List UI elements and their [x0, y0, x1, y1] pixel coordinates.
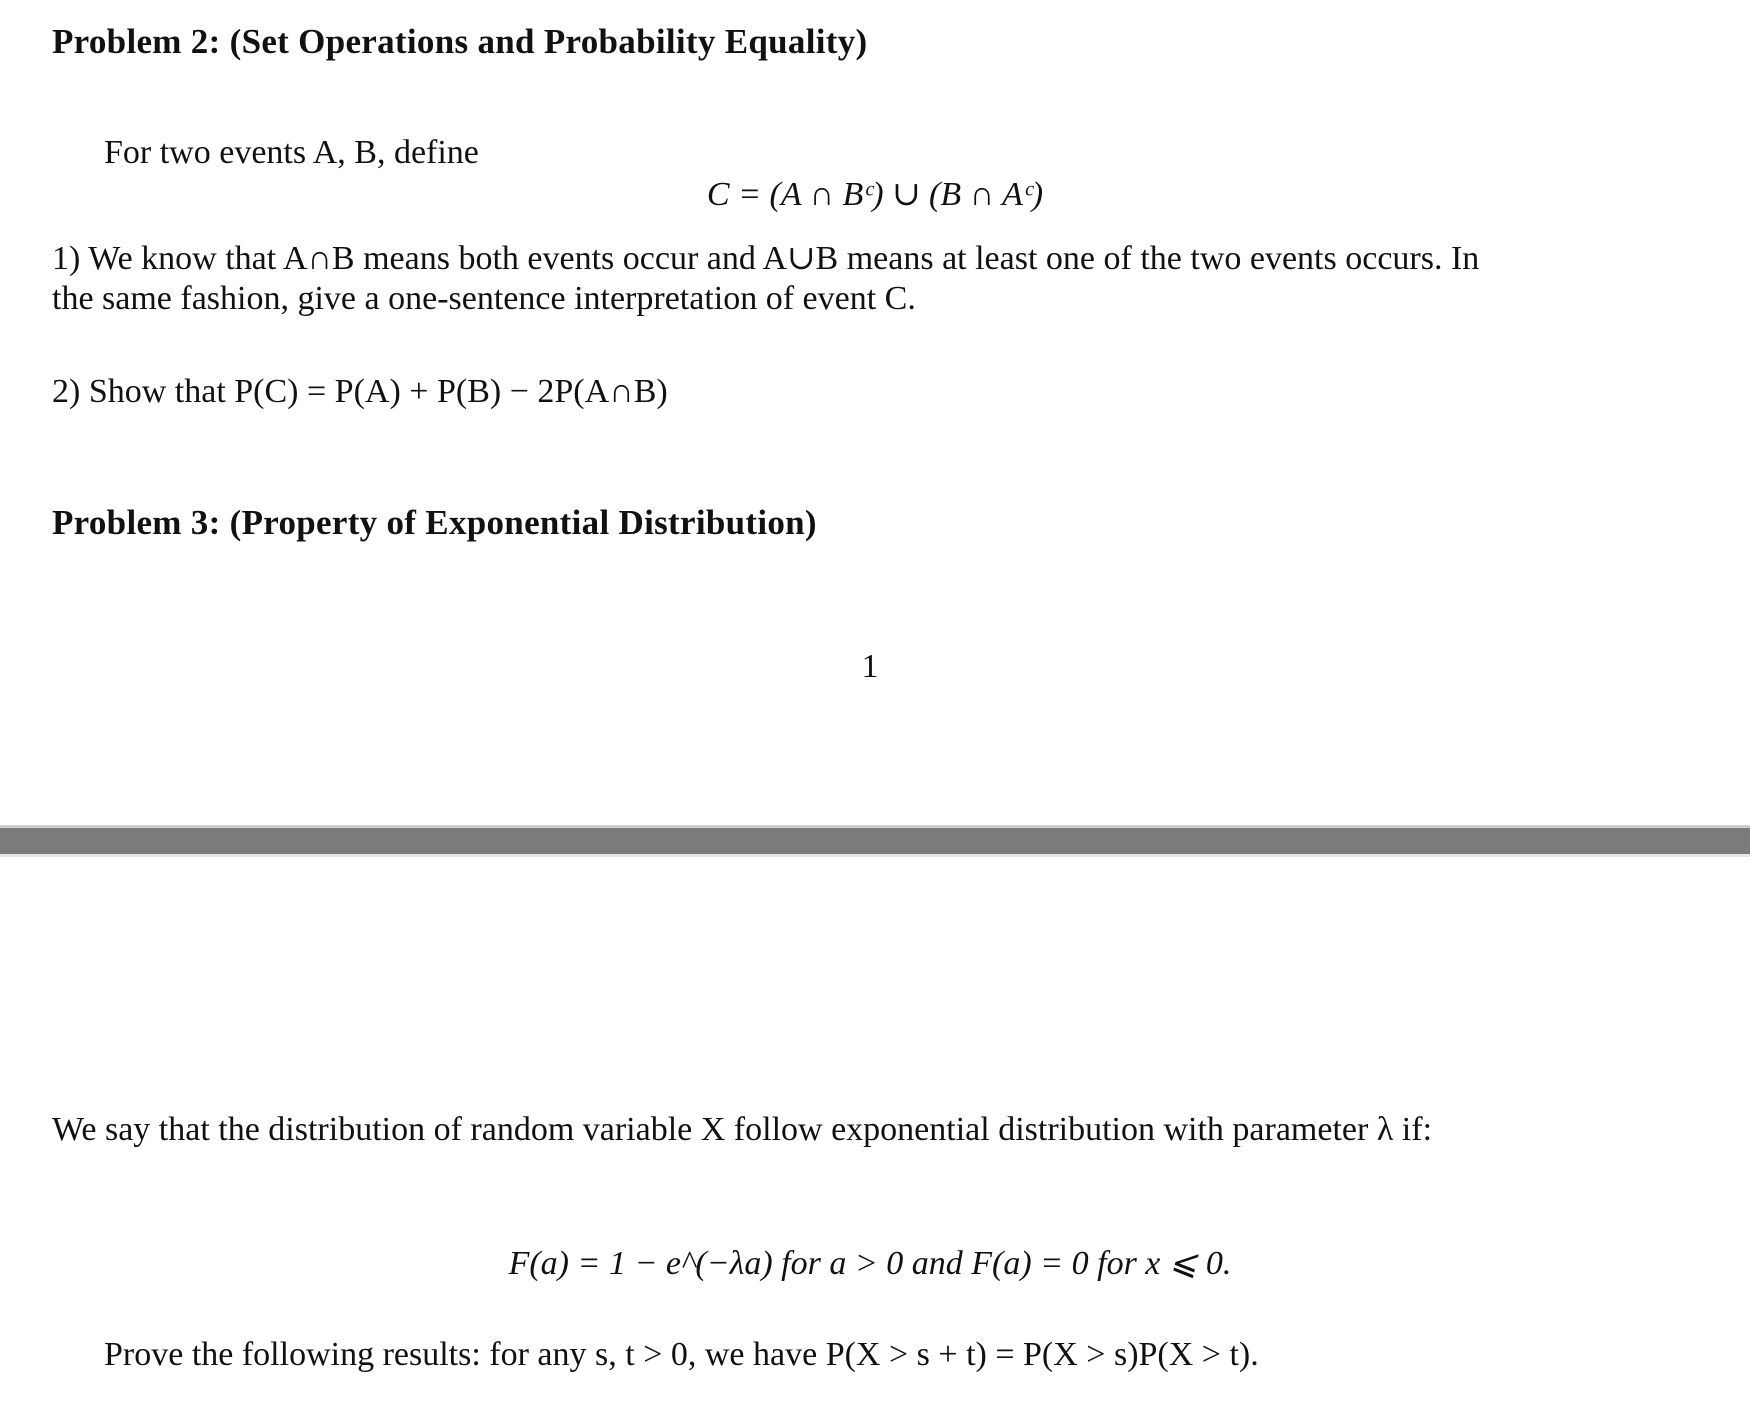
problem-2-part-1-line-2: the same fashion, give a one-sentence interpretation of event C. — [52, 280, 916, 317]
page-separator — [0, 825, 1750, 857]
problem-3-heading: Problem 3: (Property of Exponential Distribution) — [52, 503, 817, 542]
exponential-definition-text: We say that the distribution of random variable X follow exponential distribution with parameter λ if: — [52, 1111, 1433, 1148]
set-definition-equation: C = (A ∩ Bᶜ) ∪ (B ∩ Aᶜ) — [706, 176, 1044, 213]
page-number: 1 — [861, 648, 879, 685]
problem-2-part-2: 2) Show that P(C) = P(A) + P(B) − 2P(A∩B) — [52, 373, 668, 410]
document-page-2 — [0, 857, 1750, 1416]
problem-2-part-1-line-1: 1) We know that A∩B means both events occur and A∪B means at least one of the two events occurs. In — [52, 240, 1480, 277]
problem-2-heading: Problem 2: (Set Operations and Probability Equality) — [52, 22, 868, 61]
problem-3-prove-statement: Prove the following results: for any s, t > 0, we have P(X > s + t) = P(X > s)P(X > t). — [104, 1336, 1259, 1373]
problem-2-intro: For two events A, B, define — [104, 134, 479, 171]
exponential-cdf-equation: F(a) = 1 − e^(−λa) for a > 0 and F(a) = 0 for x ⩽ 0. — [508, 1245, 1232, 1282]
